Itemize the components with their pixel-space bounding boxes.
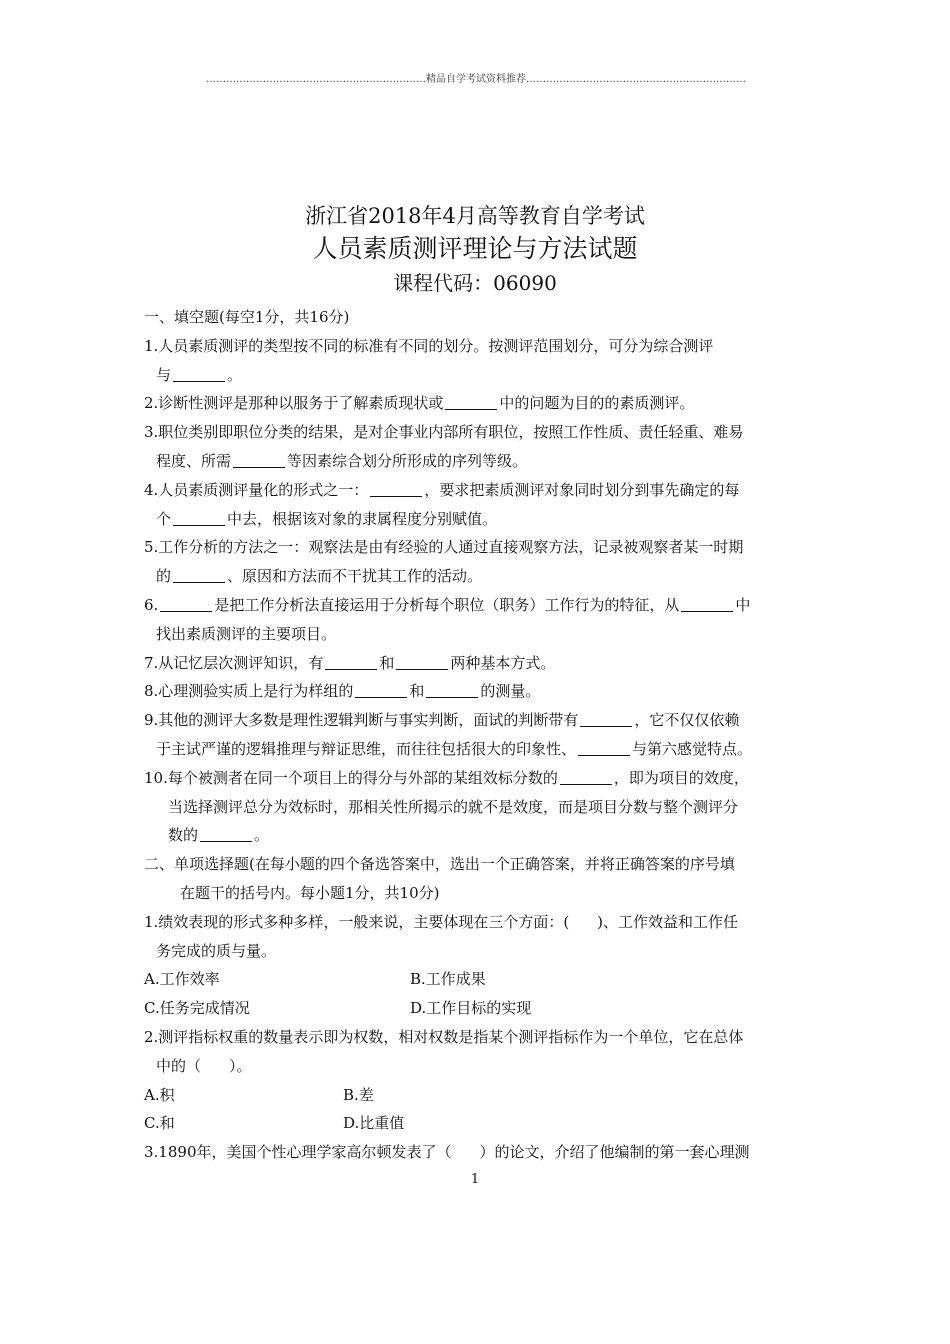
mc-q1-options-ab [144,965,810,994]
course-code: 课程代码：06090 [393,271,557,295]
mc-q1-line2: 务完成的质与量。 [156,941,277,960]
q4-line1: 4.人员素质测评量化的形式之一： ，要求把素质测评对象同时划分到事先确定的每 [144,476,810,505]
answer-blank[interactable] [325,651,377,670]
answer-blank[interactable] [560,766,612,785]
mc-q2-options-ab [144,1081,810,1110]
option-d[interactable]: D.比重值 [343,1114,405,1133]
answer-blank[interactable] [370,478,422,497]
answer-blank[interactable] [233,449,285,468]
answer-blank[interactable] [426,679,478,698]
option-c[interactable]: C.和 [144,1114,175,1133]
answer-blank[interactable] [173,363,225,382]
option-c[interactable]: C.任务完成情况 [144,999,250,1018]
option-b[interactable]: B.差 [343,1085,374,1104]
q1-line2: 与 。 [144,361,810,390]
q10-line1: 10.每个被测者在同一个项目上的得分与外部的某组效标分数的 ，即为项目的效度， [144,764,810,793]
mc-q1-line1: 1.绩效表现的形式多种多样，一般来说，主要体现在三个方面：( )、工作效益和工作任 [144,912,739,931]
q9-line2: 于主试严谨的逻辑推理与辩证思维，而往往包括很大的印象性、 与第六感觉特点。 [144,735,810,764]
option-a[interactable]: A.工作效率 [144,970,220,989]
mc-q3-line1: 3.1890年，美国个性心理学家高尔顿发表了（ ）的论文，介绍了他编制的第一套心理测 [144,1143,750,1162]
answer-blank[interactable] [580,708,632,727]
q4-line2: 个 中去，根据该对象的隶属程度分别赋值。 [144,505,810,534]
section1-heading: 一、填空题(每空1分，共16分) [144,308,350,326]
answer-blank[interactable] [173,564,225,583]
q10-line3: 数的 。 [144,821,810,850]
exam-title-line2: 人员素质测评理论与方法试题 [312,234,638,263]
q2-line1: 2.诊断性测评是那种以服务于了解素质现状或 中的问题为目的的素质测评。 [144,389,810,418]
answer-blank[interactable] [396,651,448,670]
answer-blank[interactable] [355,679,407,698]
q6-line1: 6. 是把工作分析法直接运用于分析每个职位（职务）工作行为的特征，从 中 [144,591,810,620]
q3-line2: 程度、所需 等因素综合划分所形成的序列等级。 [144,447,810,476]
mc-q2-line1: 2.测评指标权重的数量表示即为权数，相对权数是指某个测评指标作为一个单位，它在总体 [144,1027,744,1046]
section2-heading-line2: 在题干的括号内。每小题1分，共10分) [180,883,440,902]
q7-line1: 7.从记忆层次测评知识，有 和 两种基本方式。 [144,649,810,678]
q9-line1: 9.其他的测评大多数是理性逻辑判断与事实判断，面试的判断带有 ，它不仅仅依赖 [144,706,810,735]
q10-line2: 当选择测评总分为效标时，那相关性所揭示的就不是效度，而是项目分数与整个测评分 [168,797,739,816]
section2-heading-line1: 二、单项选择题(在每小题的四个备选答案中，选出一个正确答案，并将正确答案的序号填 [144,855,735,874]
answer-blank[interactable] [173,507,225,526]
mc-q1-options-cd [144,994,810,1023]
answer-blank[interactable] [445,391,497,410]
mc-q2-line2: 中的（ ）。 [156,1056,252,1075]
q1-line1: 1.人员素质测评的类型按不同的标准有不同的划分。按测评范围划分，可分为综合测评 [144,336,714,355]
q8-line1: 8.心理测验实质上是行为样组的 和 的测量。 [144,677,810,706]
exam-content [144,303,810,1167]
q3-line1: 3.职位类别即职位分类的结果，是对企事业内部所有职位，按照工作性质、责任轻重、难易 [144,423,744,442]
answer-blank[interactable] [578,737,630,756]
option-b[interactable]: B.工作成果 [410,970,486,989]
answer-blank[interactable] [160,593,212,612]
option-d[interactable]: D.工作目标的实现 [410,999,532,1018]
q5-line2: 的 、原因和方法而不干扰其工作的活动。 [144,562,810,591]
answer-blank[interactable] [200,823,252,842]
answer-blank[interactable] [681,593,733,612]
page-number: 1 [470,1172,480,1187]
q6-line2: 找出素质测评的主要项目。 [156,624,337,643]
option-a[interactable]: A.积 [144,1085,175,1104]
mc-q2-options-cd [144,1109,810,1138]
page-header: …………………………………………………………精品自学考试资料推荐………………………………………………………… [206,74,746,85]
exam-title-line1: 浙江省2018年4月高等教育自学考试 [305,204,645,228]
q5-line1: 5.工作分析的方法之一：观察法是由有经验的人通过直接观察方法，记录被观察者某一时期 [144,538,744,557]
